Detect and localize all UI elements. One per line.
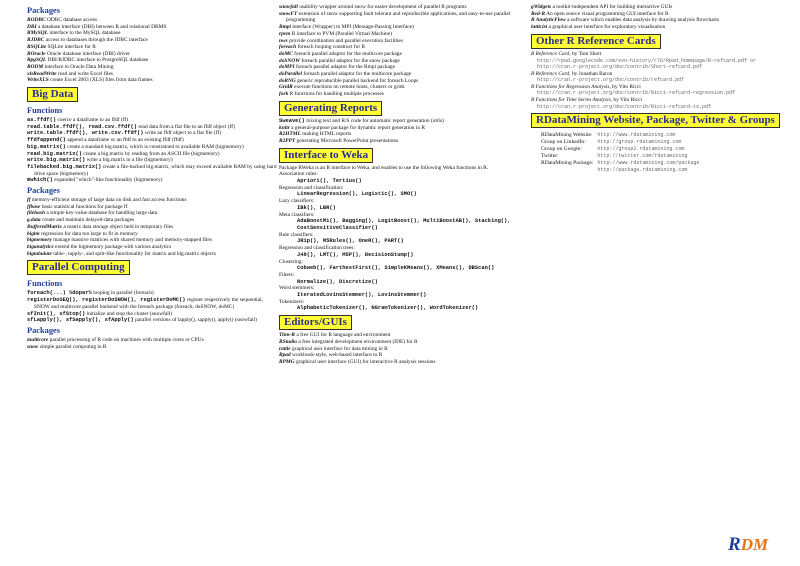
entry-term: DBI bbox=[27, 23, 37, 30]
entry-term: doParallel bbox=[279, 71, 303, 78]
list-item bbox=[27, 37, 277, 44]
entry-description: read and write Excel files bbox=[57, 70, 113, 77]
entry-term: foreach(...) %dopar% bbox=[27, 290, 92, 297]
entry-description: read data from a flat file to an ffdf object (ff) bbox=[138, 123, 235, 130]
weka-group-functions: Cobweb(), FarthestFirst(), SimpleKMeans(), XMeans(), DBScan() bbox=[297, 265, 495, 272]
entry-description: extension of snow supporting fault tolerant and reproducible applications, and easy-to-use parallel programming bbox=[286, 10, 511, 24]
entry-description: graphical user interface (GUI) for interactive R analysis sessions bbox=[295, 358, 436, 365]
list-item bbox=[27, 244, 277, 251]
entry-term: GridR bbox=[279, 84, 293, 91]
entry-description: manage massive matrices with shared memory and memory-mapped files bbox=[53, 237, 212, 244]
entry-description: R functions for handling multiple processes bbox=[289, 91, 384, 98]
entry-term: doSNOW bbox=[279, 57, 300, 64]
entry-description: provide coordination and parallel execution facilities bbox=[289, 37, 403, 44]
list-item bbox=[27, 57, 277, 64]
entry-description: a simple key-value database for handling large data bbox=[46, 210, 158, 217]
entry-term: RMySQL bbox=[27, 30, 48, 37]
entry-term: R AnalyticFlow bbox=[531, 17, 566, 24]
weka-group-functions: JRip(), M5Rules(), OneR(), PART() bbox=[297, 238, 404, 245]
list-item bbox=[279, 91, 527, 98]
entry-description: extend the bigmemory package with various analytics bbox=[55, 243, 172, 250]
list-item bbox=[279, 352, 527, 359]
table-row bbox=[541, 139, 703, 146]
table-row bbox=[541, 146, 703, 153]
list-item bbox=[279, 71, 527, 78]
entry-list bbox=[531, 4, 793, 31]
section-title-parallel-computing: Parallel Computing bbox=[27, 260, 130, 275]
entry-list bbox=[27, 197, 277, 257]
list-item bbox=[27, 157, 277, 164]
link-label: Group on LinkedIn: bbox=[541, 139, 586, 146]
entry-term: read.table.ffdf(), read.csv.ffdf() bbox=[27, 123, 137, 130]
list-item bbox=[27, 44, 277, 51]
entry-term: biglm bbox=[27, 230, 40, 237]
link-label: RDataMining Website: bbox=[541, 132, 593, 139]
entry-term: RODM bbox=[27, 63, 44, 70]
list-item bbox=[531, 24, 793, 31]
entry-term: Rpad bbox=[279, 352, 291, 359]
entry-term: knitr bbox=[279, 124, 290, 131]
entry-term: filehash bbox=[27, 210, 45, 217]
rdm-logo bbox=[728, 536, 768, 554]
section-heading: Functions bbox=[27, 106, 63, 116]
reference-card-author: by Vito Ricci bbox=[613, 96, 643, 103]
section-title-other-reference-cards: Other R Reference Cards bbox=[531, 34, 661, 49]
entry-description: parallel processing of R code on machines with multiple cores or CPUs bbox=[49, 336, 204, 343]
reference-card-list bbox=[531, 51, 793, 110]
weka-group-functions: IBk(), LBR() bbox=[297, 204, 336, 211]
entry-term: RODBC bbox=[27, 17, 46, 23]
list-item bbox=[279, 24, 527, 31]
section-title-big-data: Big Data bbox=[27, 87, 78, 102]
entry-list bbox=[279, 4, 527, 98]
reference-card-joiner: or bbox=[750, 57, 757, 64]
entry-term: Rmpi bbox=[279, 24, 291, 31]
weka-group-functions: Apriori(), Tertius() bbox=[297, 178, 362, 185]
entry-description: Oracle database interface (DBI) driver bbox=[46, 50, 130, 57]
weka-group-functions: Normalize(), Discretize() bbox=[297, 278, 378, 285]
list-item bbox=[27, 290, 277, 297]
list-item bbox=[27, 237, 277, 244]
entry-description: generating Microsoft PowerPoint presentations bbox=[296, 137, 399, 144]
entry-term: BufferedMatrix bbox=[27, 223, 62, 230]
entry-term: R2HTML bbox=[279, 131, 301, 138]
entry-term: snowFT bbox=[279, 10, 298, 17]
entry-list bbox=[279, 332, 527, 366]
list-item bbox=[279, 51, 527, 58]
entry-description: a toolkit-independent API for building interactive GUIs bbox=[552, 4, 673, 10]
entry-term: registerDoSEQ(), registerDoSNOW(), registerDoMC() bbox=[27, 297, 186, 304]
entry-description: register respectively the sequential, SNOW and multicore parallel backend with the foreach package (foreach, doSNOW, doMC) bbox=[34, 297, 263, 310]
reference-card-name: R Reference Card, bbox=[531, 50, 571, 57]
weka-group-functions: AlphabeticTokenizer(), NGramTokenizer(), WordTokenizer() bbox=[297, 305, 479, 312]
entry-description: parallel versions of lapply(), sapply(), apply() (snowfall) bbox=[135, 317, 257, 324]
list-item bbox=[27, 251, 277, 258]
entry-term: gWidgets bbox=[531, 4, 552, 10]
entry-term: ffbase bbox=[27, 203, 41, 210]
link-url[interactable]: http://twitter.com/rdatamining bbox=[597, 153, 688, 160]
reference-card-name: R Functions for Regression Analysis, bbox=[531, 83, 611, 90]
entry-description: basic statistical functions for package ff bbox=[41, 203, 128, 210]
reference-card-name: R Functions for Time Series Analysis, bbox=[531, 96, 613, 103]
entry-description: coerce a dataframe to an ffdf (ff) bbox=[57, 117, 128, 124]
table-row bbox=[541, 132, 703, 139]
link-url[interactable]: http://www.rdatamining.com bbox=[597, 132, 676, 139]
rdatamining-links-table bbox=[541, 132, 703, 174]
weka-group-label: Tokenizers: bbox=[279, 298, 305, 305]
list-item bbox=[279, 131, 527, 138]
entry-term: bigmemory bbox=[27, 237, 52, 244]
list-item bbox=[279, 138, 527, 145]
entry-term: snowfall bbox=[279, 4, 298, 10]
entry-description: usability wrapper around snow for easier development of parallel R programs bbox=[299, 4, 467, 10]
weka-group-label: Regression and classification: bbox=[279, 184, 344, 191]
entry-description: create and maintain delayed-data packages bbox=[42, 217, 135, 224]
section-heading: Packages bbox=[27, 6, 61, 15]
section-heading: Packages bbox=[27, 325, 61, 335]
link-label: RDataMining Package: bbox=[541, 160, 594, 167]
link-url[interactable]: http://group2.rdatamining.com bbox=[597, 146, 685, 153]
reference-card-url[interactable]: http://cran.r-project.org/doc/contrib/Ricci-refcard-ts.pdf bbox=[537, 103, 712, 110]
entry-term: Red-R bbox=[531, 10, 546, 17]
section-title-generating-reports: Generating Reports bbox=[279, 101, 382, 116]
entry-description: a graphical user interface for exploratory visualisation bbox=[548, 24, 666, 31]
weka-group-label: Regression and classification trees: bbox=[279, 245, 355, 252]
weka-group-label: Meta classifiers: bbox=[279, 211, 315, 218]
entry-term: latticist bbox=[531, 24, 548, 31]
link-label: Twitter: bbox=[541, 153, 559, 160]
entry-term: doMC bbox=[279, 50, 293, 57]
entry-term: ROracle bbox=[27, 50, 46, 57]
link-label bbox=[541, 167, 597, 174]
entry-description: a database interface (DBI) between R and relational DBMS bbox=[37, 23, 167, 30]
entry-term: sfLapply(), sfSapply(), sfApply() bbox=[27, 317, 134, 324]
list-item bbox=[27, 317, 277, 324]
entry-description: ODBC database access bbox=[46, 17, 97, 23]
list-item bbox=[27, 64, 277, 71]
entry-term: mwhich() bbox=[27, 177, 53, 184]
entry-term: fork bbox=[279, 91, 289, 98]
reference-card-title bbox=[531, 97, 793, 104]
link-url[interactable]: http://group.rdatamining.com bbox=[597, 139, 682, 146]
entry-description: simple parallel computing in R bbox=[39, 343, 107, 350]
list-item bbox=[279, 11, 527, 24]
entry-term: doRNG bbox=[279, 77, 296, 84]
entry-description: a software which enables data analysis by drawing analysis flowcharts bbox=[567, 17, 720, 24]
entry-term: RJDBC bbox=[27, 37, 45, 44]
list-item bbox=[27, 164, 277, 177]
link-url[interactable]: http://package.rdatamining.com bbox=[597, 167, 688, 174]
logo-dm: DM bbox=[740, 535, 769, 554]
list-item bbox=[27, 197, 277, 204]
entry-description: regression for data too large to fit in memory bbox=[40, 230, 138, 237]
entry-term: read.big.matrix() bbox=[27, 150, 82, 157]
entry-description: graphical user interface for data mining in R bbox=[292, 345, 388, 352]
list-item bbox=[279, 44, 527, 51]
list-item bbox=[279, 118, 527, 125]
reference-card-url[interactable]: http://cran.r-project.org/doc/contrib/Ricci-refcard-regression.pdf bbox=[537, 90, 736, 97]
entry-description: looping in parallel (foreach) bbox=[93, 290, 154, 297]
entry-term: filebacked.big.matrix() bbox=[27, 163, 102, 170]
entry-description: a free GUI for R language and environment bbox=[296, 332, 391, 339]
entry-description: write a big.matrix to a file (bigmemory) bbox=[86, 157, 173, 164]
entry-description: expanded "which"-like functionality (bigmemory) bbox=[54, 177, 163, 184]
list-item bbox=[27, 137, 277, 144]
reference-card-url[interactable]: http://rpad.googlecode.com/svn-history/r76/Rpad_homepage/R-refcard.pdf bbox=[537, 57, 748, 64]
entry-term: big.matrix() bbox=[27, 143, 66, 150]
section-title-editors-guis: Editors/GUIs bbox=[279, 315, 352, 330]
list-item bbox=[27, 77, 277, 84]
entry-description: append a dataframe or an ffdf to an existing ffdf (ffdf) bbox=[67, 137, 184, 144]
table-row bbox=[541, 167, 703, 174]
entry-term: ffdfappend() bbox=[27, 137, 66, 144]
entry-description: foreach parallel adaptor for the snow package bbox=[301, 57, 400, 64]
weka-group-label: Filters: bbox=[279, 271, 295, 278]
weka-group-label: Association rules: bbox=[279, 171, 318, 178]
list-item bbox=[279, 31, 527, 38]
entry-description: table-, tapply-, and split-like functionality for matrix and big.matrix objects bbox=[53, 250, 216, 257]
entry-term: WriteXLS bbox=[27, 77, 49, 84]
entry-term: nws bbox=[279, 37, 288, 44]
entry-description: interface to the MySQL database bbox=[49, 30, 121, 37]
entry-term: RStudio bbox=[279, 338, 297, 345]
list-item bbox=[27, 297, 277, 310]
entry-description: access to databases through the JDBC interface bbox=[45, 37, 148, 44]
list-item bbox=[27, 217, 277, 224]
reference-card-title bbox=[531, 71, 793, 78]
list-item bbox=[27, 224, 277, 231]
weka-group-label: Lazy classifiers: bbox=[279, 198, 315, 205]
entry-description: R interface to PVM (Parallel Virtual Machine) bbox=[291, 30, 392, 37]
list-item bbox=[27, 117, 277, 124]
entry-description: DBI/RJDBC interface to PostgreSQL database bbox=[47, 57, 149, 64]
entry-term: biganalytics bbox=[27, 243, 54, 250]
entry-list bbox=[279, 118, 527, 145]
entry-term: bigtabulate bbox=[27, 250, 52, 257]
list-item bbox=[279, 339, 527, 346]
entry-description: interface (Wrapper) to MPI (Message-Passing Interface) bbox=[292, 24, 414, 31]
section-title-interface-to-weka: Interface to Weka bbox=[279, 148, 373, 163]
list-item bbox=[27, 344, 277, 351]
entry-description: interface to Oracle Data Mining bbox=[44, 63, 114, 70]
reference-card-title bbox=[531, 84, 793, 91]
entry-term: Sweave() bbox=[279, 117, 305, 124]
list-item bbox=[279, 4, 527, 11]
weka-intro: Package RWeka is an R interface to Weka, and enables to use the following Weka functions in R. bbox=[279, 164, 489, 171]
reference-card-title bbox=[531, 51, 793, 58]
reference-card-url[interactable]: http://cran.r-project.org/doc/contrib/Short-refcard.pdf bbox=[537, 64, 703, 71]
entry-list bbox=[27, 17, 277, 84]
weka-group-functions: LinearRegression(), Logistic(), SMO() bbox=[297, 191, 417, 198]
entry-term: rpvm bbox=[279, 30, 291, 37]
entry-term: RPMG bbox=[279, 358, 295, 365]
reference-card-author: by Tom Short bbox=[571, 50, 602, 57]
entry-term: g.data bbox=[27, 217, 41, 224]
entry-description: An open source visual programming GUI interface for R bbox=[546, 10, 669, 17]
entry-term: xlsReadWrite bbox=[27, 70, 57, 77]
column-1 bbox=[27, 4, 277, 350]
list-item bbox=[531, 4, 793, 11]
list-item bbox=[27, 210, 277, 217]
entry-description: foreach parallel adaptor for the multicore package bbox=[303, 71, 412, 78]
entry-term: rattle bbox=[279, 345, 291, 352]
reference-card-author: by Vito Ricci bbox=[612, 83, 641, 90]
list-item bbox=[27, 144, 277, 151]
entry-description: memory-efficient storage of large data on disk and fast access functions bbox=[31, 197, 187, 204]
reference-card-link[interactable] bbox=[531, 104, 793, 111]
list-item bbox=[27, 337, 277, 344]
entry-description: initialize and stop the cluster (snowfall) bbox=[86, 310, 173, 317]
table-row bbox=[541, 153, 703, 160]
entry-term: RpgSQL bbox=[27, 57, 47, 64]
weka-group-label: Word stemmers: bbox=[279, 285, 315, 292]
weka-group-functions: IteratedLovinsStemmer(), LovinsStemmer() bbox=[297, 292, 427, 299]
link-url[interactable]: http://www.rdatamining.com/package bbox=[597, 160, 700, 167]
list-item bbox=[279, 359, 527, 366]
entry-term: RSQLite bbox=[27, 43, 47, 50]
list-item bbox=[27, 177, 277, 184]
entry-term: write.big.matrix() bbox=[27, 157, 86, 164]
list-item bbox=[279, 332, 527, 339]
entry-description: a general-purpose package for dynamic report generation in R bbox=[291, 124, 425, 131]
section-heading: Packages bbox=[27, 186, 61, 196]
column-2 bbox=[279, 4, 527, 366]
logo-r: R bbox=[728, 534, 741, 555]
entry-description: execute functions on remote hosts, clusters or grids bbox=[294, 84, 405, 91]
entry-description: foreach parallel adaptor for the multicore package bbox=[294, 50, 402, 57]
entry-list bbox=[27, 117, 277, 184]
entry-description: create a file-backed big.matrix, which may exceed available RAM by using hard drive space (bigmemory) bbox=[34, 163, 277, 177]
entry-description: mixing text and R/S code for automatic report generation (utils) bbox=[306, 117, 444, 124]
entry-description: create Excel 2003 (XLS) files from data frames bbox=[50, 77, 153, 84]
reference-card-url[interactable]: http://cran.r-project.org/doc/contrib/refcard.pdf bbox=[537, 77, 685, 84]
section-title-rdatamining: RDataMining Website, Package, Twitter & Groups bbox=[531, 113, 780, 128]
section-heading: Functions bbox=[27, 279, 63, 289]
entry-term: multicore bbox=[27, 336, 49, 343]
table-row bbox=[541, 160, 703, 167]
entry-description: foreach looping construct for R bbox=[297, 44, 366, 51]
list-item bbox=[279, 125, 527, 132]
entry-description: workbook-style, web-based interface to R bbox=[292, 352, 383, 359]
entry-description: foreach parallel adaptor for the Rmpi package bbox=[295, 64, 396, 71]
entry-term: as.ffdf() bbox=[27, 117, 57, 124]
entry-description: a matrix data storage object held in temporary files bbox=[63, 223, 174, 230]
entry-term: foreach bbox=[279, 44, 297, 51]
link-label: Group on Google: bbox=[541, 146, 582, 153]
entry-description: create a big.matrix by reading from an ASCII file (bigmemory) bbox=[83, 150, 220, 157]
entry-term: doMPI bbox=[279, 64, 295, 71]
weka-group-functions: AdaBoostM1(), Bagging(), LogitBoost(), MultiBoostAB(), Stacking(), CostSensitiveClassifier() bbox=[297, 218, 511, 231]
entry-term: sfInit(), sfStop() bbox=[27, 310, 86, 317]
column-3 bbox=[531, 4, 793, 174]
entry-list bbox=[27, 337, 277, 350]
weka-group-label: Clustering: bbox=[279, 258, 303, 265]
entry-description: generic reproducible parallel backend for foreach Loops bbox=[297, 77, 419, 84]
entry-term: R2PPT bbox=[279, 137, 296, 144]
weka-function-groups bbox=[279, 171, 527, 312]
weka-group-functions: J48(), LMT(), M5P(), DecisionStump() bbox=[297, 251, 414, 258]
reference-card-name: R Reference Card, bbox=[531, 70, 571, 77]
entry-list bbox=[27, 290, 277, 324]
entry-term: snow bbox=[27, 343, 39, 350]
entry-term: ff bbox=[27, 197, 31, 204]
entry-description: write an ffdf object to a flat file (ff) bbox=[144, 130, 221, 137]
entry-description: SQLite interface for R bbox=[47, 43, 96, 50]
entry-description: create a standard big.matrix, which is constrained to available RAM (bigmemory) bbox=[67, 143, 244, 150]
weka-group-label: Rule classifiers: bbox=[279, 231, 314, 238]
entry-term: write.table.ffdf(), write.csv.ffdf() bbox=[27, 130, 144, 137]
entry-description: a free integrated development environment (IDE) for R bbox=[298, 338, 418, 345]
entry-description: making HTML reports bbox=[302, 131, 352, 138]
entry-term: Tinn-R bbox=[279, 332, 295, 339]
reference-card-author: by Jonathan Baron bbox=[571, 70, 613, 77]
list-item bbox=[27, 17, 277, 24]
